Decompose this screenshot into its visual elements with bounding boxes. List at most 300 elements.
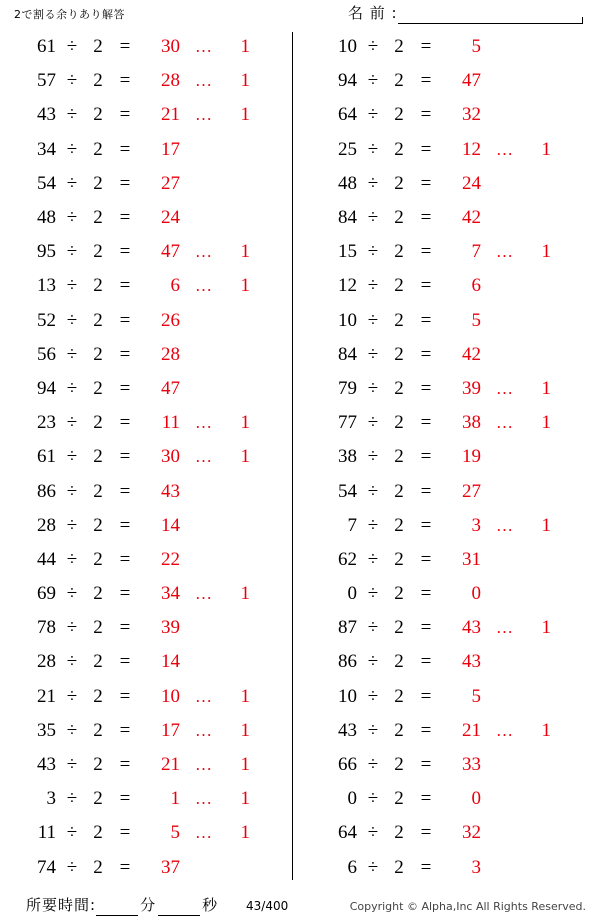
dividend-value: 28 bbox=[37, 651, 56, 673]
remainder-dots-icon: … bbox=[496, 515, 514, 535]
divide-icon: ÷ bbox=[367, 446, 379, 468]
remainder-answer: 1 bbox=[240, 412, 250, 434]
quotient-answer: 19 bbox=[462, 446, 481, 468]
equals-icon: = bbox=[119, 412, 131, 434]
equals-icon: = bbox=[119, 788, 131, 810]
name-input-line[interactable] bbox=[398, 5, 583, 24]
divisor-value: 2 bbox=[93, 788, 103, 810]
dividend-value: 87 bbox=[338, 617, 357, 639]
equals-icon: = bbox=[119, 377, 131, 399]
divide-icon: ÷ bbox=[367, 514, 379, 536]
dividend-value: 56 bbox=[37, 343, 56, 365]
quotient-answer: 5 bbox=[471, 36, 481, 58]
divisor-value: 2 bbox=[93, 36, 103, 58]
problem-row bbox=[293, 98, 585, 132]
problem-row bbox=[293, 372, 585, 406]
divide-icon: ÷ bbox=[367, 104, 379, 126]
divisor-value: 2 bbox=[93, 617, 103, 639]
problem-row bbox=[0, 98, 292, 132]
dividend-value: 52 bbox=[37, 309, 56, 331]
dividend-value: 61 bbox=[37, 36, 56, 58]
divide-icon: ÷ bbox=[66, 617, 78, 639]
quotient-answer: 33 bbox=[462, 754, 481, 776]
equals-icon: = bbox=[420, 412, 432, 434]
problem-row bbox=[293, 680, 585, 714]
equals-icon: = bbox=[119, 343, 131, 365]
dividend-value: 79 bbox=[338, 377, 357, 399]
dividend-value: 57 bbox=[37, 70, 56, 92]
remainder-dots-icon: … bbox=[195, 755, 213, 775]
divisor-value: 2 bbox=[394, 446, 404, 468]
divide-icon: ÷ bbox=[66, 446, 78, 468]
dividend-value: 10 bbox=[338, 36, 357, 58]
name-label: 名 前 : bbox=[348, 4, 398, 22]
problem-row bbox=[293, 645, 585, 679]
divisor-value: 2 bbox=[394, 617, 404, 639]
equals-icon: = bbox=[119, 70, 131, 92]
equals-icon: = bbox=[420, 788, 432, 810]
dividend-value: 10 bbox=[338, 309, 357, 331]
divisor-value: 2 bbox=[394, 275, 404, 297]
remainder-answer: 1 bbox=[541, 617, 551, 639]
quotient-answer: 21 bbox=[462, 719, 481, 741]
quotient-answer: 30 bbox=[161, 36, 180, 58]
equals-icon: = bbox=[119, 275, 131, 297]
divide-icon: ÷ bbox=[367, 583, 379, 605]
divisor-value: 2 bbox=[93, 685, 103, 707]
divide-icon: ÷ bbox=[66, 412, 78, 434]
quotient-answer: 3 bbox=[471, 856, 481, 878]
remainder-dots-icon: … bbox=[496, 720, 514, 740]
minute-unit-label: 分 bbox=[140, 896, 157, 914]
problem-row bbox=[0, 235, 292, 269]
dividend-value: 44 bbox=[37, 548, 56, 570]
name-line-end-tick bbox=[582, 17, 583, 24]
dividend-value: 86 bbox=[37, 480, 56, 502]
divisor-value: 2 bbox=[93, 70, 103, 92]
divide-icon: ÷ bbox=[367, 822, 379, 844]
divide-icon: ÷ bbox=[367, 172, 379, 194]
second-unit-label: 秒 bbox=[202, 896, 219, 914]
dividend-value: 86 bbox=[338, 651, 357, 673]
remainder-answer: 1 bbox=[240, 446, 250, 468]
divide-icon: ÷ bbox=[66, 343, 78, 365]
divisor-value: 2 bbox=[93, 446, 103, 468]
equals-icon: = bbox=[119, 548, 131, 570]
problem-row bbox=[293, 304, 585, 338]
problem-row bbox=[0, 748, 292, 782]
divisor-value: 2 bbox=[394, 754, 404, 776]
divide-icon: ÷ bbox=[367, 343, 379, 365]
divide-icon: ÷ bbox=[367, 309, 379, 331]
equals-icon: = bbox=[420, 104, 432, 126]
divisor-value: 2 bbox=[93, 172, 103, 194]
equals-icon: = bbox=[420, 617, 432, 639]
problem-row bbox=[293, 782, 585, 816]
problem-row bbox=[293, 133, 585, 167]
dividend-value: 78 bbox=[37, 617, 56, 639]
divide-icon: ÷ bbox=[66, 514, 78, 536]
problem-column-left bbox=[0, 30, 292, 888]
problem-row bbox=[0, 133, 292, 167]
equals-icon: = bbox=[420, 480, 432, 502]
quotient-answer: 22 bbox=[161, 548, 180, 570]
quotient-answer: 5 bbox=[170, 822, 180, 844]
quotient-answer: 17 bbox=[161, 719, 180, 741]
problem-row bbox=[0, 577, 292, 611]
equals-icon: = bbox=[119, 514, 131, 536]
divide-icon: ÷ bbox=[66, 70, 78, 92]
divisor-value: 2 bbox=[93, 856, 103, 878]
dividend-value: 28 bbox=[37, 514, 56, 536]
quotient-answer: 24 bbox=[161, 207, 180, 229]
name-field-block bbox=[348, 2, 583, 24]
divide-icon: ÷ bbox=[367, 275, 379, 297]
divide-icon: ÷ bbox=[367, 856, 379, 878]
dividend-value: 35 bbox=[37, 719, 56, 741]
equals-icon: = bbox=[119, 241, 131, 263]
divisor-value: 2 bbox=[93, 104, 103, 126]
quotient-answer: 32 bbox=[462, 104, 481, 126]
equals-icon: = bbox=[119, 104, 131, 126]
divide-icon: ÷ bbox=[367, 754, 379, 776]
problem-row bbox=[293, 611, 585, 645]
dividend-value: 54 bbox=[37, 172, 56, 194]
quotient-answer: 42 bbox=[462, 207, 481, 229]
dividend-value: 21 bbox=[37, 685, 56, 707]
quotient-answer: 14 bbox=[161, 651, 180, 673]
remainder-answer: 1 bbox=[541, 377, 551, 399]
divide-icon: ÷ bbox=[367, 377, 379, 399]
divide-icon: ÷ bbox=[66, 36, 78, 58]
divide-icon: ÷ bbox=[367, 36, 379, 58]
remainder-answer: 1 bbox=[240, 241, 250, 263]
dividend-value: 61 bbox=[37, 446, 56, 468]
remainder-answer: 1 bbox=[541, 514, 551, 536]
dividend-value: 43 bbox=[338, 719, 357, 741]
dividend-value: 34 bbox=[37, 138, 56, 160]
time-field-block bbox=[26, 894, 220, 916]
divisor-value: 2 bbox=[394, 412, 404, 434]
worksheet-footer bbox=[0, 888, 600, 922]
problem-row bbox=[0, 509, 292, 543]
dividend-value: 43 bbox=[37, 104, 56, 126]
equals-icon: = bbox=[420, 856, 432, 878]
remainder-answer: 1 bbox=[240, 788, 250, 810]
divide-icon: ÷ bbox=[367, 788, 379, 810]
remainder-dots-icon: … bbox=[195, 823, 213, 843]
divisor-value: 2 bbox=[93, 377, 103, 399]
problem-row bbox=[293, 816, 585, 850]
quotient-answer: 6 bbox=[170, 275, 180, 297]
dividend-value: 84 bbox=[338, 207, 357, 229]
problem-row bbox=[0, 167, 292, 201]
problem-row bbox=[293, 269, 585, 303]
quotient-answer: 5 bbox=[471, 685, 481, 707]
dividend-value: 43 bbox=[37, 754, 56, 776]
remainder-answer: 1 bbox=[240, 822, 250, 844]
remainder-dots-icon: … bbox=[496, 413, 514, 433]
divide-icon: ÷ bbox=[367, 412, 379, 434]
divisor-value: 2 bbox=[394, 138, 404, 160]
quotient-answer: 17 bbox=[161, 138, 180, 160]
divide-icon: ÷ bbox=[66, 548, 78, 570]
divisor-value: 2 bbox=[93, 241, 103, 263]
problem-row bbox=[293, 201, 585, 235]
equals-icon: = bbox=[119, 583, 131, 605]
divisor-value: 2 bbox=[93, 583, 103, 605]
divisor-value: 2 bbox=[394, 651, 404, 673]
quotient-answer: 12 bbox=[462, 138, 481, 160]
divisor-value: 2 bbox=[394, 36, 404, 58]
quotient-answer: 32 bbox=[462, 822, 481, 844]
dividend-value: 62 bbox=[338, 548, 357, 570]
quotient-answer: 0 bbox=[471, 583, 481, 605]
remainder-answer: 1 bbox=[541, 241, 551, 263]
divisor-value: 2 bbox=[93, 754, 103, 776]
remainder-answer: 1 bbox=[240, 754, 250, 776]
divisor-value: 2 bbox=[394, 548, 404, 570]
divisor-value: 2 bbox=[93, 309, 103, 331]
problem-row bbox=[293, 543, 585, 577]
divide-icon: ÷ bbox=[66, 138, 78, 160]
divisor-value: 2 bbox=[394, 822, 404, 844]
equals-icon: = bbox=[420, 309, 432, 331]
divide-icon: ÷ bbox=[66, 172, 78, 194]
dividend-value: 95 bbox=[37, 241, 56, 263]
problem-row bbox=[0, 304, 292, 338]
divide-icon: ÷ bbox=[66, 685, 78, 707]
problem-row bbox=[0, 474, 292, 508]
divisor-value: 2 bbox=[394, 856, 404, 878]
problem-row bbox=[0, 680, 292, 714]
dividend-value: 64 bbox=[338, 104, 357, 126]
remainder-answer: 1 bbox=[240, 583, 250, 605]
problem-row bbox=[293, 64, 585, 98]
quotient-answer: 3 bbox=[471, 514, 481, 536]
remainder-dots-icon: … bbox=[195, 720, 213, 740]
remainder-dots-icon: … bbox=[195, 71, 213, 91]
problem-row bbox=[293, 338, 585, 372]
equals-icon: = bbox=[119, 754, 131, 776]
divide-icon: ÷ bbox=[367, 548, 379, 570]
page-number: 43/400 bbox=[246, 899, 289, 913]
quotient-answer: 47 bbox=[161, 241, 180, 263]
quotient-answer: 24 bbox=[462, 172, 481, 194]
problem-row bbox=[0, 440, 292, 474]
divisor-value: 2 bbox=[93, 480, 103, 502]
divisor-value: 2 bbox=[394, 719, 404, 741]
problem-row bbox=[0, 338, 292, 372]
divisor-value: 2 bbox=[394, 309, 404, 331]
quotient-answer: 34 bbox=[161, 583, 180, 605]
quotient-answer: 27 bbox=[161, 172, 180, 194]
problem-row bbox=[0, 714, 292, 748]
problem-row bbox=[0, 30, 292, 64]
divide-icon: ÷ bbox=[367, 617, 379, 639]
divide-icon: ÷ bbox=[66, 822, 78, 844]
dividend-value: 13 bbox=[37, 275, 56, 297]
problem-row bbox=[0, 269, 292, 303]
problem-column-right bbox=[293, 30, 585, 888]
equals-icon: = bbox=[119, 207, 131, 229]
remainder-dots-icon: … bbox=[195, 242, 213, 262]
problem-row bbox=[293, 509, 585, 543]
dividend-value: 6 bbox=[347, 856, 357, 878]
problem-row bbox=[0, 611, 292, 645]
quotient-answer: 1 bbox=[170, 788, 180, 810]
equals-icon: = bbox=[119, 172, 131, 194]
divide-icon: ÷ bbox=[66, 651, 78, 673]
equals-icon: = bbox=[420, 651, 432, 673]
divide-icon: ÷ bbox=[66, 856, 78, 878]
quotient-answer: 42 bbox=[462, 343, 481, 365]
divide-icon: ÷ bbox=[367, 207, 379, 229]
remainder-dots-icon: … bbox=[195, 105, 213, 125]
worksheet-header bbox=[0, 0, 600, 30]
quotient-answer: 7 bbox=[471, 241, 481, 263]
divide-icon: ÷ bbox=[66, 207, 78, 229]
problem-row bbox=[293, 235, 585, 269]
quotient-answer: 37 bbox=[161, 856, 180, 878]
time-label: 所要時間: bbox=[26, 896, 97, 914]
problem-row bbox=[0, 782, 292, 816]
dividend-value: 54 bbox=[338, 480, 357, 502]
equals-icon: = bbox=[420, 343, 432, 365]
divisor-value: 2 bbox=[394, 377, 404, 399]
equals-icon: = bbox=[119, 309, 131, 331]
quotient-answer: 47 bbox=[462, 70, 481, 92]
dividend-value: 15 bbox=[338, 241, 357, 263]
seconds-input-line[interactable] bbox=[158, 898, 200, 916]
equals-icon: = bbox=[119, 36, 131, 58]
problem-row bbox=[293, 577, 585, 611]
equals-icon: = bbox=[420, 822, 432, 844]
dividend-value: 64 bbox=[338, 822, 357, 844]
equals-icon: = bbox=[420, 446, 432, 468]
equals-icon: = bbox=[119, 719, 131, 741]
equals-icon: = bbox=[420, 685, 432, 707]
problem-row bbox=[293, 167, 585, 201]
dividend-value: 84 bbox=[338, 343, 357, 365]
remainder-dots-icon: … bbox=[496, 618, 514, 638]
quotient-answer: 14 bbox=[161, 514, 180, 536]
remainder-answer: 1 bbox=[240, 275, 250, 297]
divide-icon: ÷ bbox=[367, 685, 379, 707]
divide-icon: ÷ bbox=[66, 241, 78, 263]
problem-row bbox=[293, 30, 585, 64]
remainder-dots-icon: … bbox=[195, 37, 213, 57]
equals-icon: = bbox=[119, 651, 131, 673]
problem-row bbox=[0, 201, 292, 235]
problem-row bbox=[0, 406, 292, 440]
remainder-dots-icon: … bbox=[195, 584, 213, 604]
divide-icon: ÷ bbox=[66, 377, 78, 399]
equals-icon: = bbox=[420, 241, 432, 263]
dividend-value: 12 bbox=[338, 275, 357, 297]
quotient-answer: 28 bbox=[161, 70, 180, 92]
remainder-answer: 1 bbox=[240, 70, 250, 92]
problem-row bbox=[293, 748, 585, 782]
remainder-dots-icon: … bbox=[195, 447, 213, 467]
quotient-answer: 11 bbox=[161, 412, 180, 434]
problem-row bbox=[0, 372, 292, 406]
divide-icon: ÷ bbox=[367, 138, 379, 160]
remainder-answer: 1 bbox=[240, 685, 250, 707]
divide-icon: ÷ bbox=[66, 754, 78, 776]
equals-icon: = bbox=[420, 36, 432, 58]
equals-icon: = bbox=[420, 719, 432, 741]
problem-row bbox=[293, 714, 585, 748]
divide-icon: ÷ bbox=[66, 583, 78, 605]
dividend-value: 0 bbox=[347, 788, 357, 810]
dividend-value: 69 bbox=[37, 583, 56, 605]
divisor-value: 2 bbox=[394, 104, 404, 126]
problem-row bbox=[293, 406, 585, 440]
divide-icon: ÷ bbox=[367, 241, 379, 263]
quotient-answer: 6 bbox=[471, 275, 481, 297]
equals-icon: = bbox=[420, 548, 432, 570]
divisor-value: 2 bbox=[93, 651, 103, 673]
divide-icon: ÷ bbox=[367, 70, 379, 92]
equals-icon: = bbox=[420, 70, 432, 92]
divisor-value: 2 bbox=[394, 514, 404, 536]
divide-icon: ÷ bbox=[367, 480, 379, 502]
quotient-answer: 39 bbox=[161, 617, 180, 639]
problem-row bbox=[293, 440, 585, 474]
divisor-value: 2 bbox=[394, 70, 404, 92]
quotient-answer: 27 bbox=[462, 480, 481, 502]
remainder-dots-icon: … bbox=[195, 276, 213, 296]
problem-row bbox=[0, 851, 292, 885]
problems-area bbox=[0, 30, 600, 888]
divisor-value: 2 bbox=[394, 583, 404, 605]
remainder-answer: 1 bbox=[541, 138, 551, 160]
problem-row bbox=[0, 543, 292, 577]
quotient-answer: 28 bbox=[161, 343, 180, 365]
remainder-answer: 1 bbox=[240, 719, 250, 741]
divisor-value: 2 bbox=[394, 172, 404, 194]
quotient-answer: 5 bbox=[471, 309, 481, 331]
quotient-answer: 30 bbox=[161, 446, 180, 468]
minutes-input-line[interactable] bbox=[96, 898, 138, 916]
remainder-answer: 1 bbox=[240, 36, 250, 58]
quotient-answer: 31 bbox=[462, 548, 481, 570]
problem-row bbox=[0, 816, 292, 850]
quotient-answer: 47 bbox=[161, 377, 180, 399]
dividend-value: 23 bbox=[37, 412, 56, 434]
dividend-value: 94 bbox=[338, 70, 357, 92]
quotient-answer: 10 bbox=[161, 685, 180, 707]
problem-row bbox=[0, 645, 292, 679]
dividend-value: 3 bbox=[46, 788, 56, 810]
divisor-value: 2 bbox=[93, 412, 103, 434]
remainder-dots-icon: … bbox=[496, 378, 514, 398]
divide-icon: ÷ bbox=[66, 480, 78, 502]
quotient-answer: 43 bbox=[462, 651, 481, 673]
equals-icon: = bbox=[119, 822, 131, 844]
quotient-answer: 0 bbox=[471, 788, 481, 810]
quotient-answer: 38 bbox=[462, 412, 481, 434]
equals-icon: = bbox=[420, 754, 432, 776]
equals-icon: = bbox=[119, 446, 131, 468]
dividend-value: 0 bbox=[347, 583, 357, 605]
equals-icon: = bbox=[420, 172, 432, 194]
divide-icon: ÷ bbox=[367, 651, 379, 673]
remainder-dots-icon: … bbox=[195, 413, 213, 433]
equals-icon: = bbox=[420, 207, 432, 229]
divide-icon: ÷ bbox=[66, 275, 78, 297]
